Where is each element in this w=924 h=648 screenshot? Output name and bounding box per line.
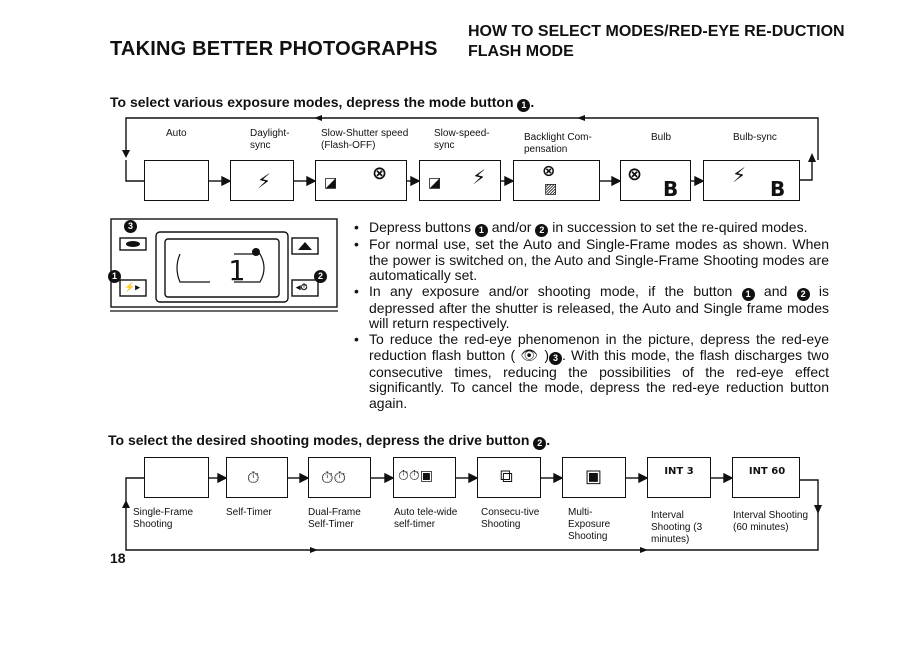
shoot-label-multi-exposure: Multi-Exposure Shooting xyxy=(568,507,611,542)
exposure-instruction-text: To select various exposure modes, depress the mode button xyxy=(110,94,514,110)
exposure-instruction-end: . xyxy=(530,94,535,110)
indicator-dot xyxy=(252,248,260,256)
mode-label-bulb-sync: Bulb-sync xyxy=(733,132,777,143)
camera-panel-drawing xyxy=(110,218,338,312)
exposure-top-arrow-1 xyxy=(314,115,322,121)
page-title-right: HOW TO SELECT MODES/RED-EYE RE-DUCTION FLASH MODE xyxy=(468,23,845,60)
flash-off-icon: ⊗ xyxy=(372,163,388,184)
mode-box-backlight xyxy=(513,160,600,201)
shoot-box-consecutive xyxy=(477,457,541,498)
bulb-icon: B xyxy=(663,177,679,201)
tele-wide-timer-icon: ⏱⏱▣ xyxy=(398,468,434,484)
shoot-label-interval-3: Interval Shooting (3 minutes) xyxy=(651,510,703,545)
self-timer-icon: ◂⏱ xyxy=(296,282,308,292)
button-2-marker: 2 xyxy=(797,288,810,301)
mode-label-daylight-sync: Daylight-sync xyxy=(250,128,290,151)
bullet-1: • Depress buttons 1 and/or 2 in succession to set the re-quired modes. xyxy=(354,220,829,237)
button-3-marker: 3 xyxy=(549,352,562,365)
shoot-box-interval-60 xyxy=(732,457,800,498)
mode-box-bulb xyxy=(620,160,691,201)
shoot-box-interval-3 xyxy=(647,457,711,498)
exposure-top-arrow-2 xyxy=(577,115,585,121)
bullet-4: • To reduce the red-eye phenomenon in the picture, depress the red-eye reduction flash button ( 👁 ) 3 . With this mode, the flash discharges two consecutive times, reducing the possibilities of the red-eye effect significantly. To cancel the mode, depress the red-eye reduction button again. xyxy=(354,332,829,411)
button-1-marker: 1 xyxy=(475,224,488,237)
consecutive-icon: ⧉ xyxy=(500,466,513,487)
button-1-marker: 1 xyxy=(742,288,755,301)
slow-shutter-icon: ◪ xyxy=(324,175,338,191)
button-2-marker: 2 xyxy=(535,224,548,237)
interval-3-icon: INT 3 xyxy=(664,466,694,477)
exposure-return-arrowhead xyxy=(122,150,130,158)
page-title-left: TAKING BETTER PHOTOGRAPHS xyxy=(110,38,438,60)
instructions-list xyxy=(354,220,829,411)
mode-label-auto: Auto xyxy=(166,128,187,139)
mode-box-slow-speed-sync xyxy=(419,160,501,201)
mode-label-backlight: Backlight Com-pensation xyxy=(524,132,592,155)
multi-exposure-icon: ▣ xyxy=(585,466,603,487)
shoot-label-auto-tele-wide: Auto tele-wide self-timer xyxy=(394,507,458,530)
backlight-icon: ▨ xyxy=(544,181,558,197)
flash-icon: ⚡ xyxy=(257,169,272,193)
flash-off-icon: ⊗ xyxy=(627,164,643,185)
slow-shutter-icon: ◪ xyxy=(428,175,442,191)
interval-60-icon: INT 60 xyxy=(748,466,786,477)
shoot-label-self-timer: Self-Timer xyxy=(226,507,272,518)
mode-label-slow-speed-sync: Slow-speed-sync xyxy=(434,128,490,151)
mode-box-bulb-sync xyxy=(703,160,800,201)
drive-button-marker: 2 xyxy=(533,437,546,450)
flash-icon: ⚡ xyxy=(472,165,487,189)
shoot-box-auto-tele-wide xyxy=(393,457,456,498)
flash-mode-icon: ⚡▸ xyxy=(124,282,140,292)
shooting-instruction xyxy=(108,432,550,450)
mode-label-slow-shutter: Slow-Shutter speed (Flash-OFF) xyxy=(321,128,409,151)
shoot-label-consecutive: Consecu-tive Shooting xyxy=(481,507,540,530)
shoot-label-interval-60: Interval Shooting (60 minutes) xyxy=(733,510,809,533)
mode-button-marker: 1 xyxy=(517,99,530,112)
bullet-2: • For normal use, set the Auto and Single-Frame modes as shown. When the power is switched on, the Auto and Single-Frame Shooting modes are automatically set. xyxy=(354,237,829,284)
dual-self-timer-icon: ⏱⏱ xyxy=(321,468,346,487)
page-number: 18 xyxy=(110,550,126,566)
shoot-label-dual-self-timer: Dual-Frame Self-Timer xyxy=(308,507,361,530)
mode-box-daylight-sync xyxy=(230,160,294,201)
flash-off-icon: ⊗ xyxy=(542,161,556,180)
shooting-instruction-text: To select the desired shooting modes, depress the drive button xyxy=(108,432,530,448)
mode-box-auto xyxy=(144,160,209,201)
frame-counter: 1 xyxy=(228,254,245,287)
camera-panel xyxy=(110,218,338,312)
shoot-box-self-timer xyxy=(226,457,288,498)
self-timer-icon: ⏱ xyxy=(247,468,260,487)
shoot-box-dual-self-timer xyxy=(308,457,371,498)
shoot-box-multi-exposure xyxy=(562,457,626,498)
mode-label-bulb: Bulb xyxy=(651,132,672,143)
panel-marker-3: 3 xyxy=(124,220,137,233)
shoot-label-single-frame: Single-Frame Shooting xyxy=(133,507,194,530)
red-eye-icon: 👁 xyxy=(520,346,540,363)
bullet-3: • In any exposure and/or shooting mode, if the button 1 and 2 is depressed after the shutter is released, the Auto and Single frame modes will return respectively. xyxy=(354,284,829,332)
shoot-box-single-frame xyxy=(144,457,209,498)
mode-box-slow-shutter xyxy=(315,160,407,201)
panel-marker-2: 2 xyxy=(314,270,327,283)
flash-icon: ⚡ xyxy=(732,163,747,187)
panel-marker-1: 1 xyxy=(108,270,121,283)
bulb-icon: B xyxy=(770,177,786,201)
shooting-instruction-end: . xyxy=(546,432,551,448)
